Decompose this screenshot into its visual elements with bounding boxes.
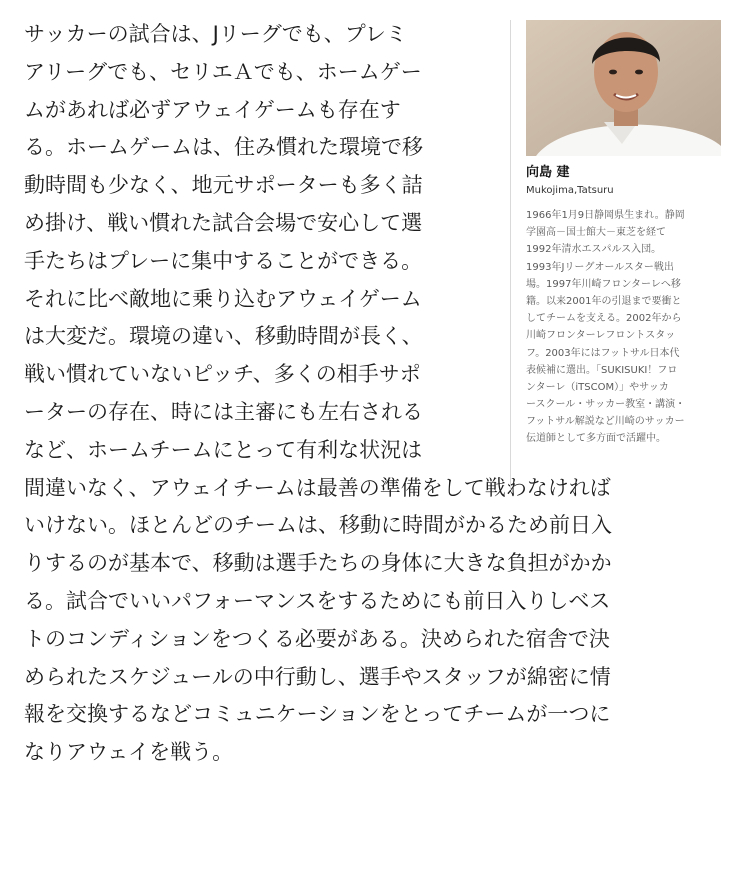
profile-bio-line: 1966年1月9日静岡県生まれ。静岡 [526,210,685,221]
profile-name-japanese: 向島 建 [526,165,570,180]
profile-sidebar [510,20,725,490]
profile-bio-line: フ。2003年にはフットサル日本代 [526,347,680,359]
profile-bio-line: 1993年Jリーグオールスター戦出 [526,261,674,273]
profile-bio-line: 学園高－国士館大－東芝を経て [526,227,666,239]
article-body-line: 手たちはプレーに集中することができる。 [24,248,423,273]
profile-bio-line: 1992年清水エスパルス入団。 [526,244,662,256]
profile-name-romanized: Mukojima,Tatsuru [526,185,614,196]
article-body-line: め掛け、戦い慣れた試合会場で安心して選 [24,210,423,235]
profile-bio-line: フットサル解説など川崎のサッカー [526,416,685,428]
article-body-line: 間違いなく、アウェイチームは最善の準備をして戦わなければ [24,475,611,500]
article-body-line: トのコンディションをつくる必要がある。決められた宿舎で決 [24,626,610,651]
article-body-line: 動時間も少なく、地元サポーターも多く詰 [24,173,423,198]
article-body-line: など、ホームチームにとって有利な状況は [24,437,423,462]
article-body-line: る。ホームゲームは、住み慣れた環境で移 [24,135,423,160]
profile-bio-line: してチームを支える。2002年から [526,313,682,325]
profile-bio-line: ースクール・サッカー教室・講演・ [526,399,686,411]
article-body-line: サッカーの試合は、Jリーグでも、プレミ [24,22,407,46]
profile-bio-line: 場。1997年川崎フロンターレへ移 [526,278,681,290]
article-body-line: 報を交換するなどコミュニケーションをとってチームが一つに [24,702,611,727]
profile-bio-line: 川崎フロンターレフロントスタッ [526,330,676,342]
profile-bio-line: 伝道師として多方面で活躍中。 [526,433,666,445]
article-body-line: ーターの存在、時には主審にも左右される [24,399,423,424]
profile-bio-line: 籍。以来2001年の引退まで要衝と [526,295,682,307]
profile-bio [526,207,722,448]
article-body-line: ムがあれば必ずアウェイゲームも存在す [24,97,401,122]
article-body-line: は大変だ。環境の違い、移動時間が長く、 [24,324,423,349]
article-body-line: りするのが基本で、移動は選手たちの身体に大きな負担がかか [24,551,612,576]
article-body-line: アリーグでも、セリエＡでも、ホームゲー [24,59,422,84]
portrait-image [526,20,721,156]
article-body-line: る。試合でいいパフォーマンスをするためにも前日入りしベス [24,588,611,613]
profile-bio-line: 表候補に選出。「SUKISUKI！フロ [526,364,678,376]
profile-photo [526,20,721,156]
profile-bio-line: ンターレ（iTSCOM）」やサッカ [526,381,669,393]
article-body-line: それに比べ敵地に乗り込むアウェイゲーム [24,286,422,311]
article-body-line: められたスケジュールの中行動し、選手やスタッフが綿密に情 [24,664,611,689]
article-body-line: なりアウェイを戦う。 [24,740,234,765]
article-body-line: 戦い慣れていないピッチ、多くの相手サポ [24,362,421,387]
article-body-line: いけない。ほとんどのチームは、移動に時間がかるため前日入 [24,513,612,538]
